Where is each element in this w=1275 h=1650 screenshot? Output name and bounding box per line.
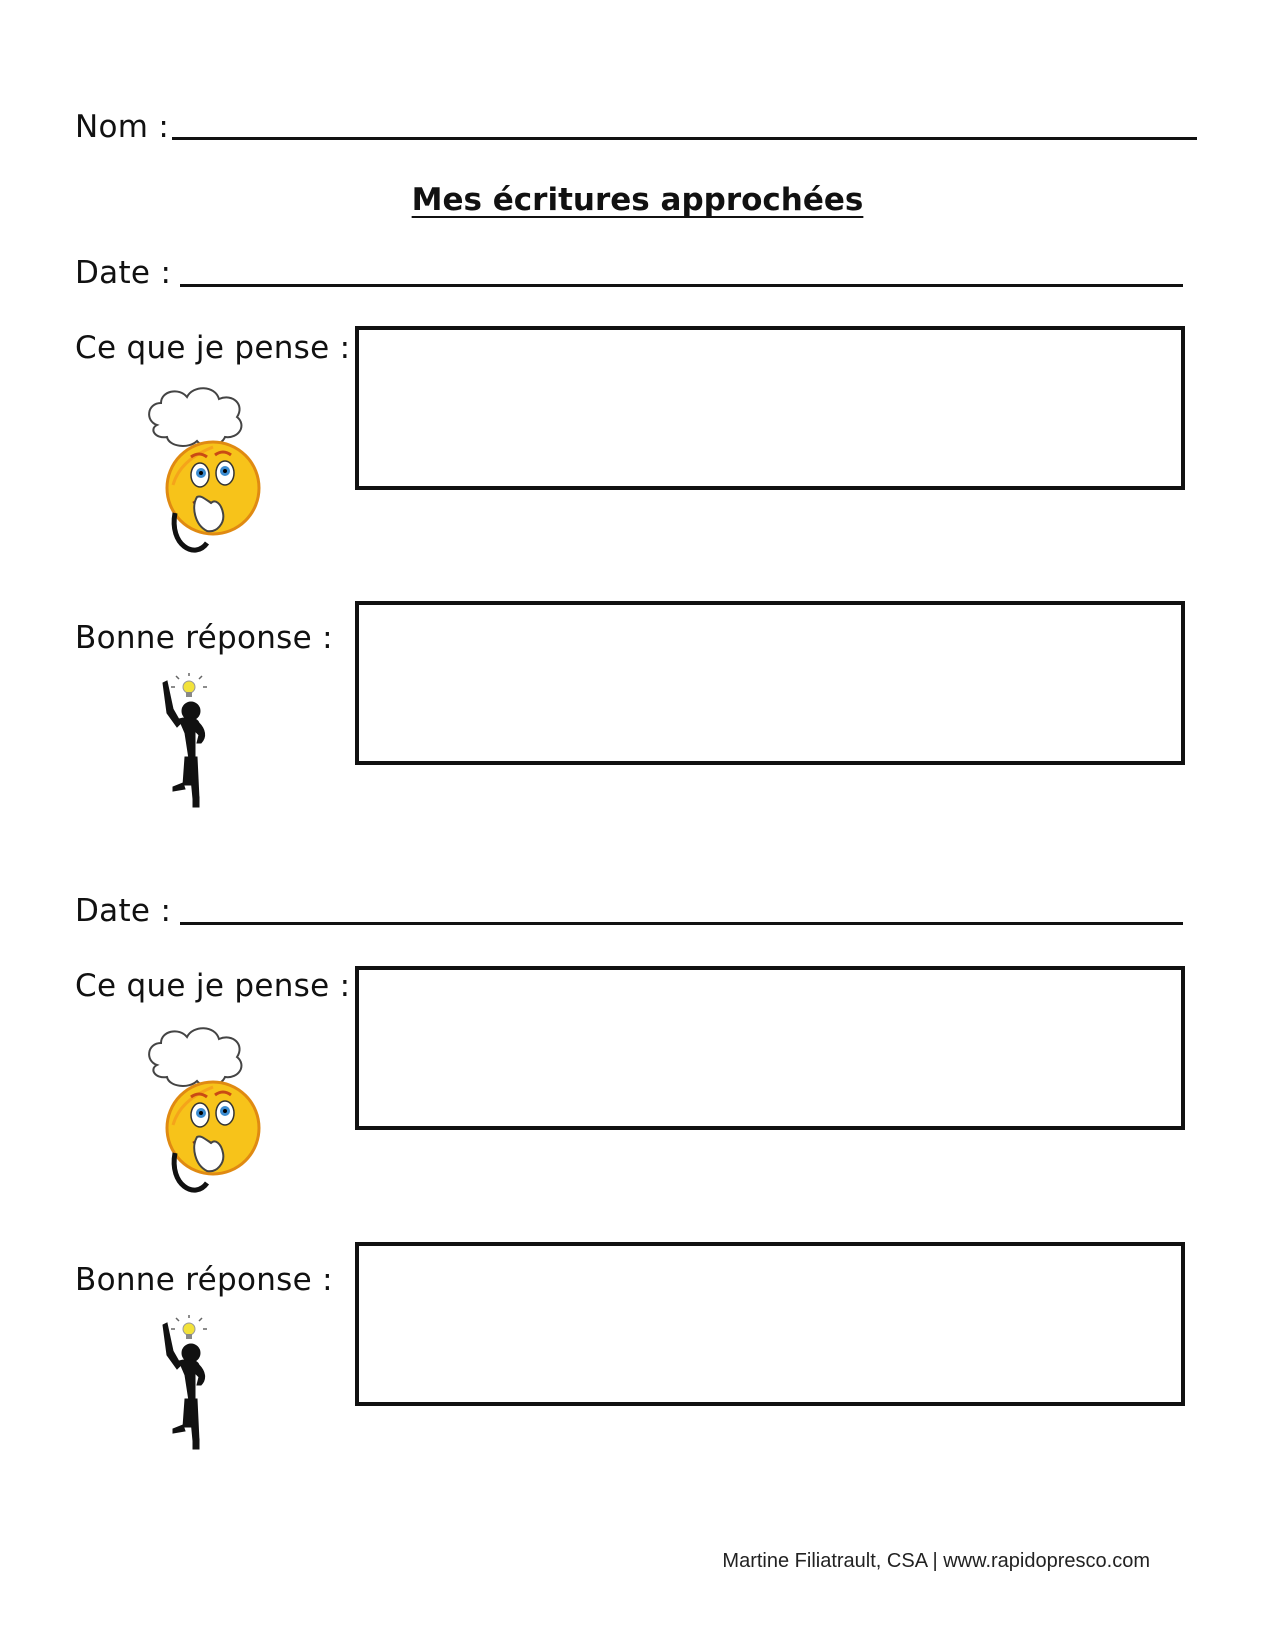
page-title: Mes écritures approchées: [411, 182, 864, 218]
date-field[interactable]: [180, 284, 1183, 287]
idea-person-icon: [155, 673, 220, 813]
answer-box[interactable]: [355, 1242, 1185, 1406]
think-answer-box[interactable]: [355, 966, 1185, 1130]
answer-label: Bonne réponse :: [75, 620, 333, 656]
name-field[interactable]: [172, 137, 1197, 140]
thinking-smiley-icon: [145, 1025, 260, 1200]
think-label: Ce que je pense :: [75, 968, 351, 1004]
date-label: Date :: [75, 255, 172, 291]
thinking-smiley-icon: [145, 385, 260, 560]
date-field[interactable]: [180, 922, 1183, 925]
answer-box[interactable]: [355, 601, 1185, 765]
date-label: Date :: [75, 893, 172, 929]
think-label: Ce que je pense :: [75, 330, 351, 366]
answer-label: Bonne réponse :: [75, 1262, 333, 1298]
think-answer-box[interactable]: [355, 326, 1185, 490]
idea-person-icon: [155, 1315, 220, 1455]
footer-credit: Martine Filiatrault, CSA | www.rapidopresco.com: [722, 1550, 1150, 1572]
name-label: Nom :: [75, 109, 170, 145]
